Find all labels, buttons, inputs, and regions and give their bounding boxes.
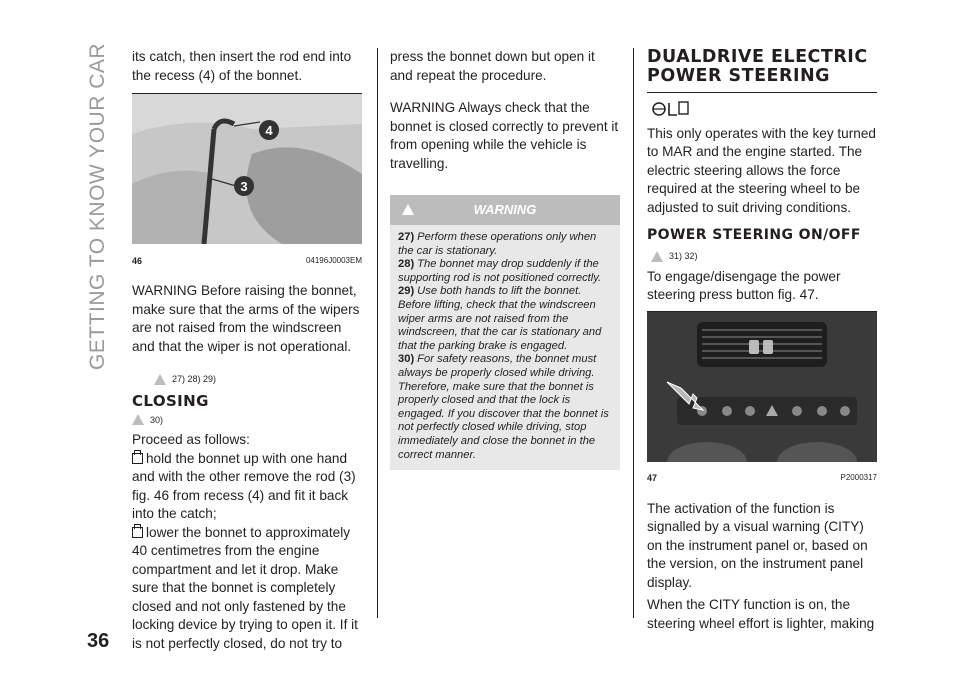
warning-box [390,195,620,470]
warning-box-header: WARNING [390,195,620,225]
warning-item: 27) Perform these operations only when the car is stationary. [398,231,597,257]
figure-code: P2000317 [840,473,877,482]
closing-refs: 30) [132,411,362,430]
callout-4: 4 [265,123,273,138]
bonnet-rod-illustration [132,94,362,244]
subheading: POWER STEERING ON/OFF [647,227,861,243]
dashboard-button-illustration [647,312,877,462]
figure-number: 46 [132,255,143,266]
warning-paragraph: WARNING Always check that the bonnet is closed correctly to prevent it from opening while the vehicle is travelling. [390,100,619,171]
warning-paragraph: WARNING Before raising the bonnet, make sure that the arms of the wipers are not raised from the windscreen and that the wiper is not operational. [132,283,360,354]
paragraph: To engage/disengage the power steering press button fig. 47. [647,268,841,302]
intro-text: its catch, then insert the rod end into the recess (4) of the bonnet. [132,49,352,83]
warning-item: 30) For safety reasons, the bonnet must always be properly closed while driving. Therefore, make sure that the bonnet is properly closed and that the lock is engaged. If you discover that the bonnet is not perfectly closed while driving, stop immediately and close the bonnet in the correct manner. [398,353,609,461]
figure-number: 47 [647,473,658,483]
warning-triangle-icon [132,414,144,425]
column-1 [132,48,362,653]
figure-caption [132,252,362,271]
column-divider [633,48,634,618]
section-heading: DUALDRIVE ELECTRIC POWER STEERING [647,47,868,86]
figure-47 [647,311,877,488]
subheading-refs: 31) 32) [651,247,877,266]
paragraph: The activation of the function is signalled by a visual warning (CITY) on the instrument panel or, based on the version, on the instrument panel display. [647,500,868,590]
proceed-text: Proceed as follows: [132,432,250,447]
figure-code: 04196J0003EM [305,255,362,265]
column-3 [647,48,877,633]
steering-wheel-icon [651,99,877,123]
list-item: lower the bonnet to approximately 40 centimetres from the engine compartment and let it drop. Make sure that the bonnet is completely closed and not only fastened by the locking device by trying to open it. If it is not perfectly closed, do not try to [132,524,358,651]
warning-refs: 27) 28) 29) [154,370,362,389]
warning-item: 28) The bonnet may drop suddenly if the supporting rod is not positioned correctly. [398,258,602,284]
paragraph: When the CITY function is on, the steering wheel effort is lighter, making [647,597,875,631]
sidebar-title: GETTING TO KNOW YOUR CAR [86,42,109,370]
section-heading-block [647,48,877,93]
figure-46 [132,93,362,270]
warning-triangle-icon [154,374,166,385]
page-number: 36 [87,630,110,652]
list-item: hold the bonnet up with one hand and with the other remove the rod (3) fig. 46 from recess (4) and fit it back into the catch; [132,450,356,521]
bullet-icon [132,453,143,464]
intro-text: press the bonnet down but open it and repeat the procedure. [390,49,595,83]
warning-item: 29) Use both hands to lift the bonnet. Before lifting, check that the windscreen wiper arms are not raised from the windscreen, that the car is stationary and that the parking brake is engaged. [398,285,602,352]
column-divider [377,48,378,618]
paragraph: This only operates with the key turned to MAR and the engine started. The electric steering allows the force required at the steering wheel to be adjusted to suit driving conditions. [647,125,876,215]
column-2 [390,48,620,470]
closing-heading: CLOSING [132,391,209,410]
warning-triangle-icon [402,204,414,215]
bullet-icon [132,527,143,538]
callout-3: 3 [240,179,248,194]
figure-caption [647,469,877,488]
warning-triangle-icon [651,251,663,262]
